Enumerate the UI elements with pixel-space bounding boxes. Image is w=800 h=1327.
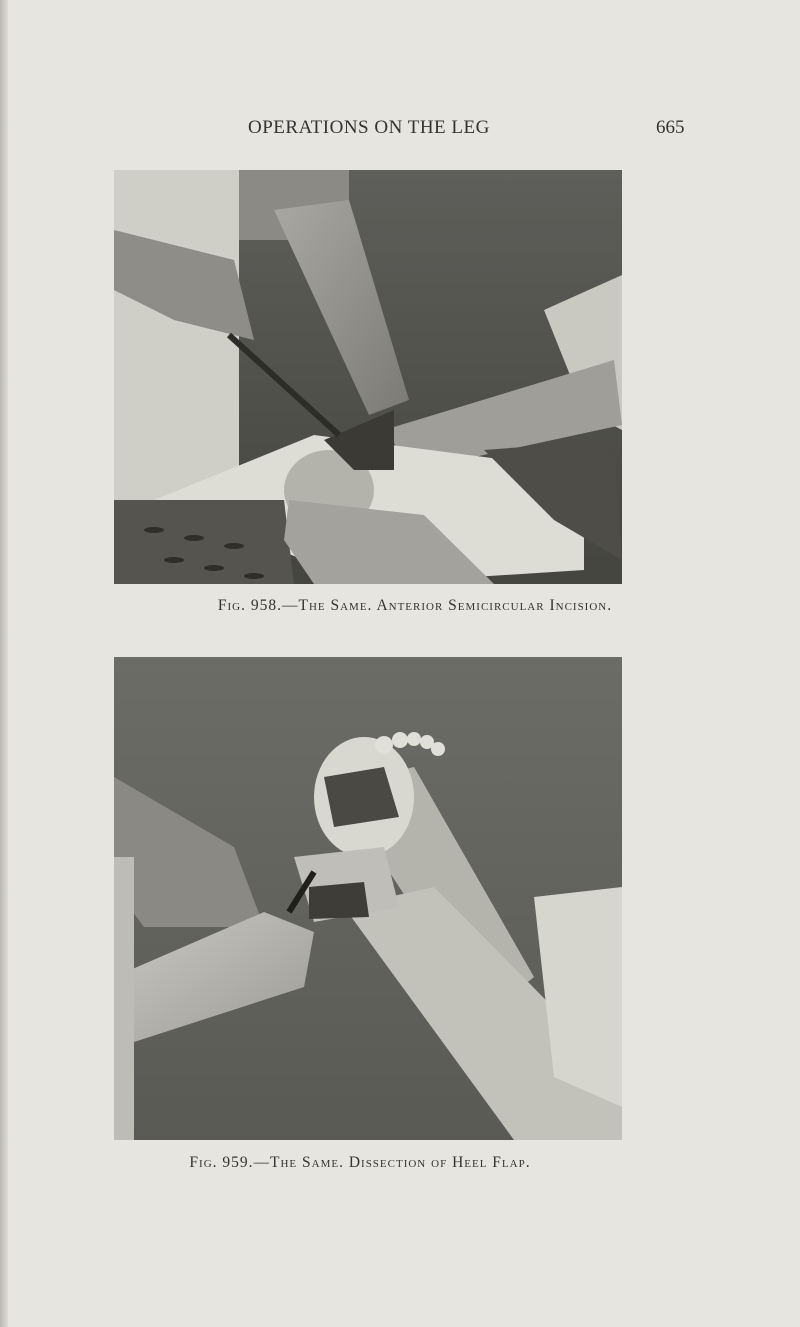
figure-959-photograph — [114, 657, 622, 1140]
figure-958-caption-text: —The Same. Anterior Semicircular Incision. — [281, 597, 613, 614]
figure-958-caption — [15, 597, 800, 615]
running-title: OPERATIONS ON THE LEG — [248, 117, 490, 138]
running-head — [248, 117, 800, 141]
figure-959-caption — [0, 1154, 760, 1172]
figure-959-number: Fig. 959. — [189, 1154, 254, 1171]
figure-959-caption-text: —The Same. Dissection of Heel Flap. — [253, 1154, 531, 1171]
figure-958-number: Fig. 958. — [217, 597, 282, 614]
page-number: 665 — [656, 117, 685, 138]
figure-958-photograph — [114, 170, 622, 584]
page-binding-edge — [0, 0, 8, 1327]
